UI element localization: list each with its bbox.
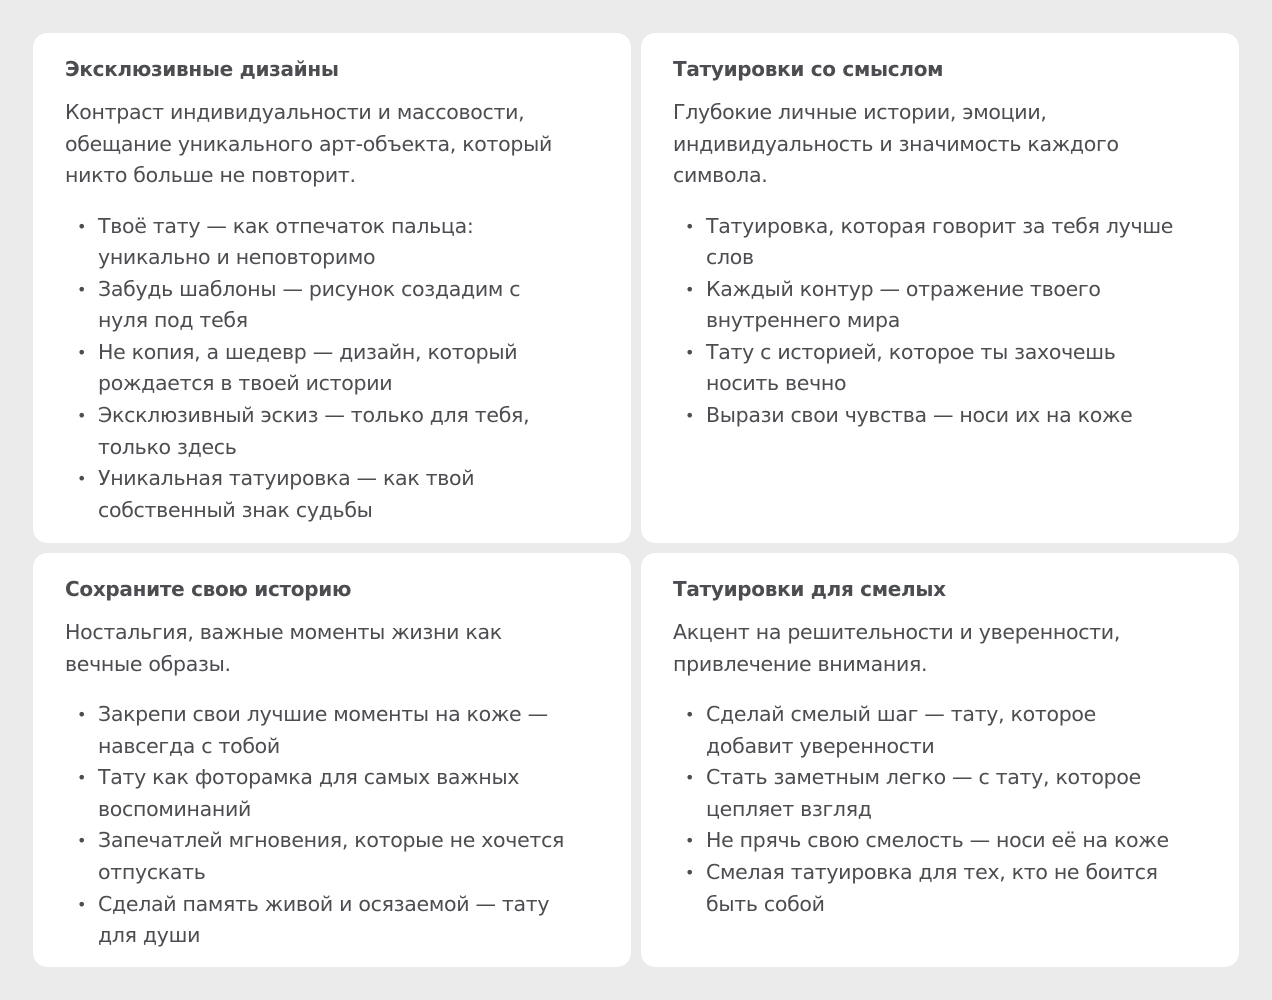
list-item-text: Смелая татуировка для тех, кто не боится быть собой bbox=[706, 859, 1158, 916]
bullet-icon: • bbox=[77, 216, 87, 236]
list-item-text: Эксклюзивный эскиз — только для тебя, только здесь bbox=[98, 403, 530, 459]
card-title: Татуировки для смелых bbox=[673, 577, 946, 601]
list-item bbox=[65, 274, 573, 337]
card-exclusive-designs bbox=[33, 33, 631, 543]
list-item bbox=[65, 699, 573, 762]
list-item-text: Тату с историей, которое ты захочешь носить вечно bbox=[706, 339, 1116, 396]
bullet-icon: • bbox=[77, 279, 87, 299]
cards-grid bbox=[33, 33, 1239, 967]
card-list bbox=[673, 699, 1185, 920]
bullet-icon: • bbox=[685, 768, 695, 788]
list-item bbox=[65, 337, 573, 400]
bullet-icon: • bbox=[77, 342, 87, 362]
list-item-text: Не копия, а шедевр — дизайн, который рождается в твоей истории bbox=[98, 339, 518, 396]
card-title: Эксклюзивные дизайны bbox=[65, 57, 339, 81]
bullet-icon: • bbox=[77, 831, 87, 851]
list-item bbox=[673, 400, 1185, 432]
list-item bbox=[65, 889, 573, 952]
card-description: Контраст индивидуальности и массовости, обещание уникального арт-объекта, который никто больше не повторит. bbox=[65, 100, 553, 187]
card-description: Ностальгия, важные моменты жизни как вечные образы. bbox=[65, 620, 502, 676]
list-item-text: Вырази свои чувства — носи их на коже bbox=[706, 403, 1133, 428]
list-item-text: Сделай память живой и осязаемой — тату для души bbox=[98, 891, 550, 948]
list-item-text: Тату как фоторамка для самых важных воспоминаний bbox=[98, 765, 520, 821]
list-item-text: Татуировка, которая говорит за тебя лучше слов bbox=[706, 213, 1174, 270]
bullet-icon: • bbox=[685, 406, 695, 426]
list-item bbox=[65, 825, 573, 888]
list-item bbox=[673, 337, 1185, 400]
card-title: Сохраните свою историю bbox=[65, 577, 352, 601]
list-item bbox=[65, 400, 573, 463]
list-item-text: Не прячь свою смелость — носи её на коже bbox=[706, 828, 1169, 853]
list-item bbox=[65, 211, 573, 274]
list-item-text: Уникальная татуировка — как твой собственный знак судьбы bbox=[98, 466, 475, 522]
card-description: Глубокие личные истории, эмоции, индивидуальность и значимость каждого символа. bbox=[673, 100, 1119, 187]
list-item bbox=[673, 762, 1185, 825]
list-item bbox=[673, 274, 1185, 337]
list-item bbox=[673, 699, 1185, 762]
list-item-text: Каждый контур — отражение твоего внутреннего мира bbox=[706, 276, 1101, 333]
list-item-text: Стать заметным легко — с тату, которое цепляет взгляд bbox=[706, 765, 1141, 821]
list-item-text: Твоё тату — как отпечаток пальца: уникально и неповторимо bbox=[98, 213, 474, 270]
bullet-icon: • bbox=[77, 894, 87, 914]
card-description: Акцент на решительности и уверенности, привлечение внимания. bbox=[673, 620, 1121, 676]
bullet-icon: • bbox=[685, 216, 695, 236]
card-tattoos-for-the-brave bbox=[641, 553, 1239, 967]
list-item-text: Забудь шаблоны — рисунок создадим с нуля под тебя bbox=[98, 276, 521, 333]
list-item-text: Запечатлей мгновения, которые не хочется отпускать bbox=[98, 828, 565, 884]
list-item bbox=[673, 825, 1185, 857]
card-list bbox=[673, 211, 1185, 432]
bullet-icon: • bbox=[685, 279, 695, 299]
card-list bbox=[65, 699, 573, 952]
card-meaningful-tattoos bbox=[641, 33, 1239, 543]
list-item bbox=[65, 762, 573, 825]
card-list bbox=[65, 211, 573, 527]
list-item bbox=[673, 211, 1185, 274]
list-item-text: Сделай смелый шаг — тату, которое добавит уверенности bbox=[706, 702, 1096, 758]
bullet-icon: • bbox=[685, 342, 695, 362]
bullet-icon: • bbox=[685, 705, 695, 724]
bullet-icon: • bbox=[685, 831, 695, 851]
list-item bbox=[65, 463, 573, 526]
bullet-icon: • bbox=[77, 768, 87, 788]
bullet-icon: • bbox=[77, 406, 87, 426]
list-item bbox=[673, 857, 1185, 920]
bullet-icon: • bbox=[77, 469, 87, 489]
card-save-your-story bbox=[33, 553, 631, 967]
card-title: Татуировки со смыслом bbox=[673, 57, 944, 81]
bullet-icon: • bbox=[77, 705, 87, 724]
bullet-icon: • bbox=[685, 862, 695, 882]
list-item-text: Закрепи свои лучшие моменты на коже — навсегда с тобой bbox=[98, 702, 548, 758]
